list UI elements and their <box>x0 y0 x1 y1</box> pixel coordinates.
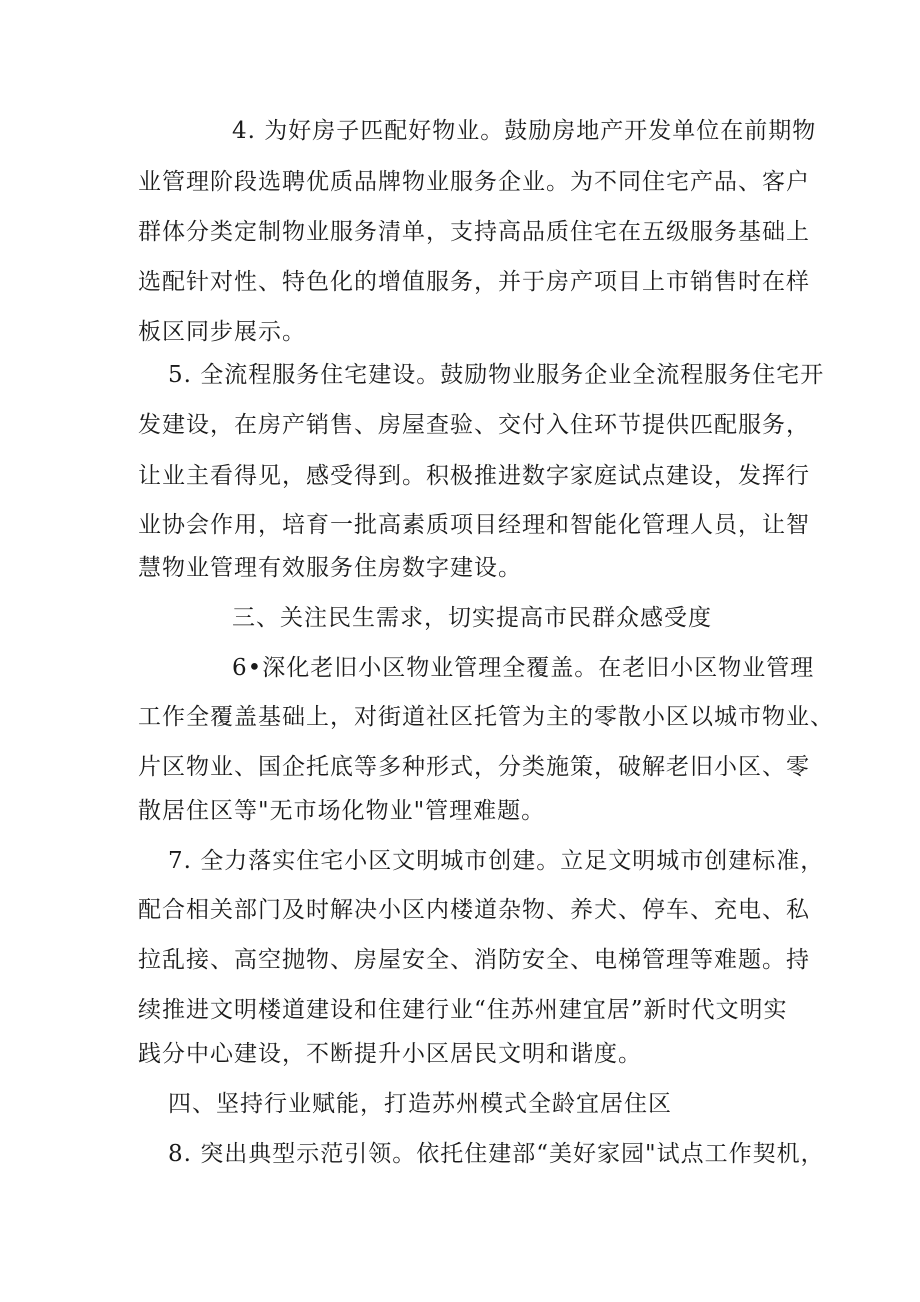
paragraph-7-line-3: 拉乱接、高空抛物、房屋安全、消防安全、电梯管理等难题。持 <box>138 947 810 973</box>
paragraph-6-line-2: 工作全覆盖基础上，对街道社区托管为主的零散小区以城市物业、 <box>138 704 834 730</box>
paragraph-6-line-4: 散居住区等"无市场化物业"管理难题。 <box>138 798 546 824</box>
paragraph-6-line-3: 片区物业、国企托底等多种形式，分类施策，破解老旧小区、零 <box>138 754 810 780</box>
paragraph-5-line-5: 慧物业管理有效服务住房数字建设。 <box>138 555 522 581</box>
paragraph-4-line-5: 板区同步展示。 <box>138 319 306 345</box>
paragraph-4-line-2: 业管理阶段选聘优质品牌物业服务企业。为不同住宅产品、客户 <box>138 169 810 195</box>
paragraph-4-line-1: 4. 为好房子匹配好物业。鼓励房地产开发单位在前期物 <box>232 118 817 144</box>
section-4-heading: 四、坚持行业赋能，打造苏州模式全龄宜居住区 <box>168 1091 672 1117</box>
paragraph-5-line-1: 5. 全流程服务住宅建设。鼓励物业服务企业全流程服务住宅开 <box>168 362 825 388</box>
paragraph-6-line-1: 6•深化老旧小区物业管理全覆盖。在老旧小区物业管理 <box>232 655 815 681</box>
paragraph-4-line-4: 选配针对性、特色化的增值服务，并于房产项目上市销售时在样 <box>138 269 810 295</box>
section-3-heading: 三、关注民生需求，切实提高市民群众感受度 <box>232 605 712 631</box>
paragraph-7-line-1: 7. 全力落实住宅小区文明城市创建。立足文明城市创建标准， <box>168 848 825 874</box>
paragraph-8-line-1: 8. 突出典型示范引领。依托住建部“美好家园"试点工作契机， <box>168 1141 825 1167</box>
paragraph-5-line-2: 发建设，在房产销售、房屋查验、交付入住环节提供匹配服务， <box>138 412 810 438</box>
paragraph-5-line-3: 让业主看得见，感受得到。积极推进数字家庭试点建设，发挥行 <box>138 463 810 489</box>
paragraph-5-line-4: 业协会作用，培育一批高素质项目经理和智能化管理人员，让智 <box>138 512 810 538</box>
paragraph-7-line-4: 续推进文明楼道建设和住建行业“住苏州建宜居”新时代文明实 <box>138 997 788 1023</box>
paragraph-4-line-3: 群体分类定制物业服务清单，支持高品质住宅在五级服务基础上 <box>138 219 810 245</box>
paragraph-7-line-2: 配合相关部门及时解决小区内楼道杂物、养犬、停车、充电、私 <box>138 897 810 923</box>
paragraph-7-line-5: 践分中心建设，不断提升小区居民文明和谐度。 <box>138 1041 642 1067</box>
